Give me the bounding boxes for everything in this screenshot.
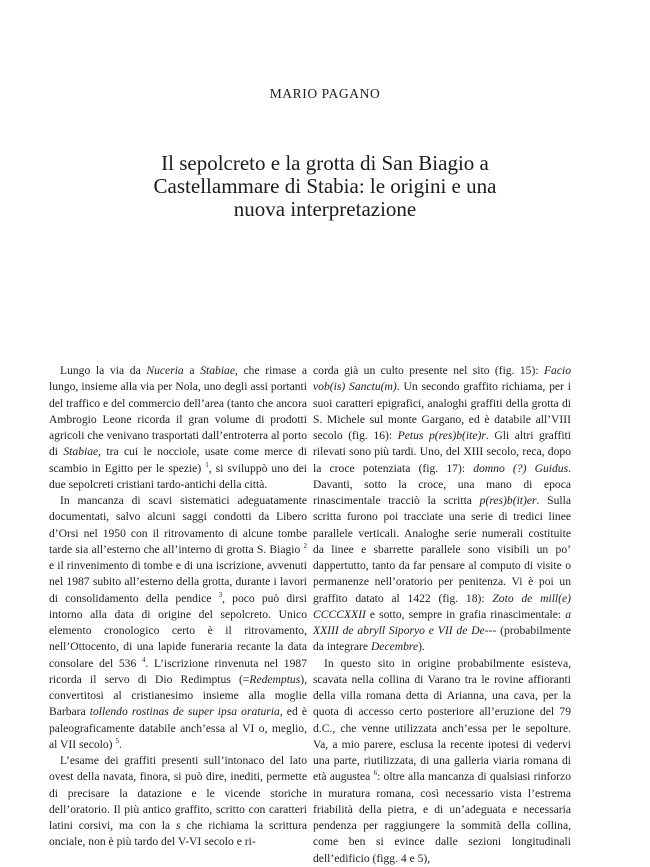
paragraph: In mancanza di scavi sistematici adeguatamente documentati, salvo alcuni saggi condotti da Libero d’Orsi nel 1950 con il ritrovamento di alcune tombe tarde sia all’esterno che all’interno di grotta S. Biagio $^2$ e il rinvenimento di tombe e di una iscrizione, avvenuti nel 1987 subito all’esterno della grotta, durante i lavori di consolidamento della pendice $^3$, poco può dirsi intorno alla data di origine del sepolcreto. Unico elemento cronologico certo è il ritrovamento, nell’Ottocento, di una lapide funeraria recante la data consolare del 536 $^4$. L’iscrizione rinvenuta nel 1987 ricorda il servo di Dio Redimptus (=Redemptus), convertitosi al cristianesimo insieme alla moglie Barbara tollendo rostinas de super ipsa oraturia, ed è paleograficamente databile anch’essa al VI o, meglio, al VII secolo) $^5$. bbox=[49, 494, 307, 751]
title-line-2: Castellammare di Stabia: le origini e una bbox=[153, 174, 497, 198]
title-line-1: Il sepolcreto e la grotta di San Biagio a bbox=[161, 151, 489, 175]
left-text-column bbox=[49, 363, 307, 851]
paragraph: L’esame dei graffiti presenti sull’intonaco del lato ovest della navata, finora, si può dire, inediti, permette di precisare la datazione e le vicende storiche dell’oratorio. Il più antico graffito, scritto con caratteri latini corsivi, ma con la s che richiama la scrittura onciale, non è più tardo del V-VI secolo e ri- bbox=[49, 754, 308, 849]
article-title bbox=[80, 152, 570, 221]
paragraph: Lungo la via da Nuceria a Stabiae, che rimase a lungo, insieme alla via per Nola, uno degli assi portanti del traffico e del commercio dell’area (tanto che ancora Ambrogio Leone ricorda il gran volume di prodotti agricoli che venivano trasportati dall’entroterra al porto di Stabiae, tra cui le nocciole, usate come merce di scambio in Egitto per le spezie) $^1$, si sviluppò uno dei due sepolcreti cristiani tardo-antichi della città. bbox=[49, 364, 308, 491]
paragraph: In questo sito in origine probabilmente esisteva, scavata nella collina di Varano tra le rovine affioranti della villa romana detta di Arianna, una cava, per la quota di accesso certo posteriore all’eruzione del 79 d.C., che venne utilizzata anch’essa per le sepolture. Va, a mio parere, esclusa la recente ipotesi di vedervi una parte, riutilizzata, di una galleria viaria romana di età augustea $^6$: oltre alla mancanza di qualsiasi rinforzo in muratura romana, così necessario vista l’estrema friabilità della pietra, e di un’adeguata e necessaria pendenza per raggiungere la sommità della collina, come ben si evince dalle sezioni longitudinali dell’edificio (figg. 4 e 5), bbox=[313, 656, 571, 865]
title-line-3: nuova interpretazione bbox=[233, 197, 417, 221]
right-text-column bbox=[313, 363, 571, 867]
paragraph: corda già un culto presente nel sito (fig. 15): Facio vob(is) Sanctu(m). Un secondo graffito richiama, per i suoi caratteri epigrafici, analoghi graffiti della grotta di S. Michele sul monte Gargano, ed è databile all’VIII secolo (fig. 16): Petus p(res)b(ite)r. Gli altri graffiti rilevati sono più tardi. Uno, del XIII secolo, reca, dopo la croce potenziata (fig. 17): domno (?) Guidus. Davanti, sotto la croce, una mano di epoca rinascimentale tracciò la scritta p(res)b(it)er. Sulla scritta furono poi tracciate una serie di tredici linee parallele verticali. Analoghe serie numerali costituite da linee e sbarrette parallele sono visibili un po’ dappertutto, tanto da far pensare al computo di visite o permanenze nell’oratorio per penitenza. Vi è poi un graffito datato al 1422 (fig. 18): Zoto de mill(e) CCCCXXII e sotto, sempre in grafia rinascimentale: a XXIII de abryll Siporyo e VII de De--- (probabilmente da integrare Decembre). bbox=[313, 364, 572, 654]
author-name: MARIO PAGANO bbox=[269, 86, 381, 101]
